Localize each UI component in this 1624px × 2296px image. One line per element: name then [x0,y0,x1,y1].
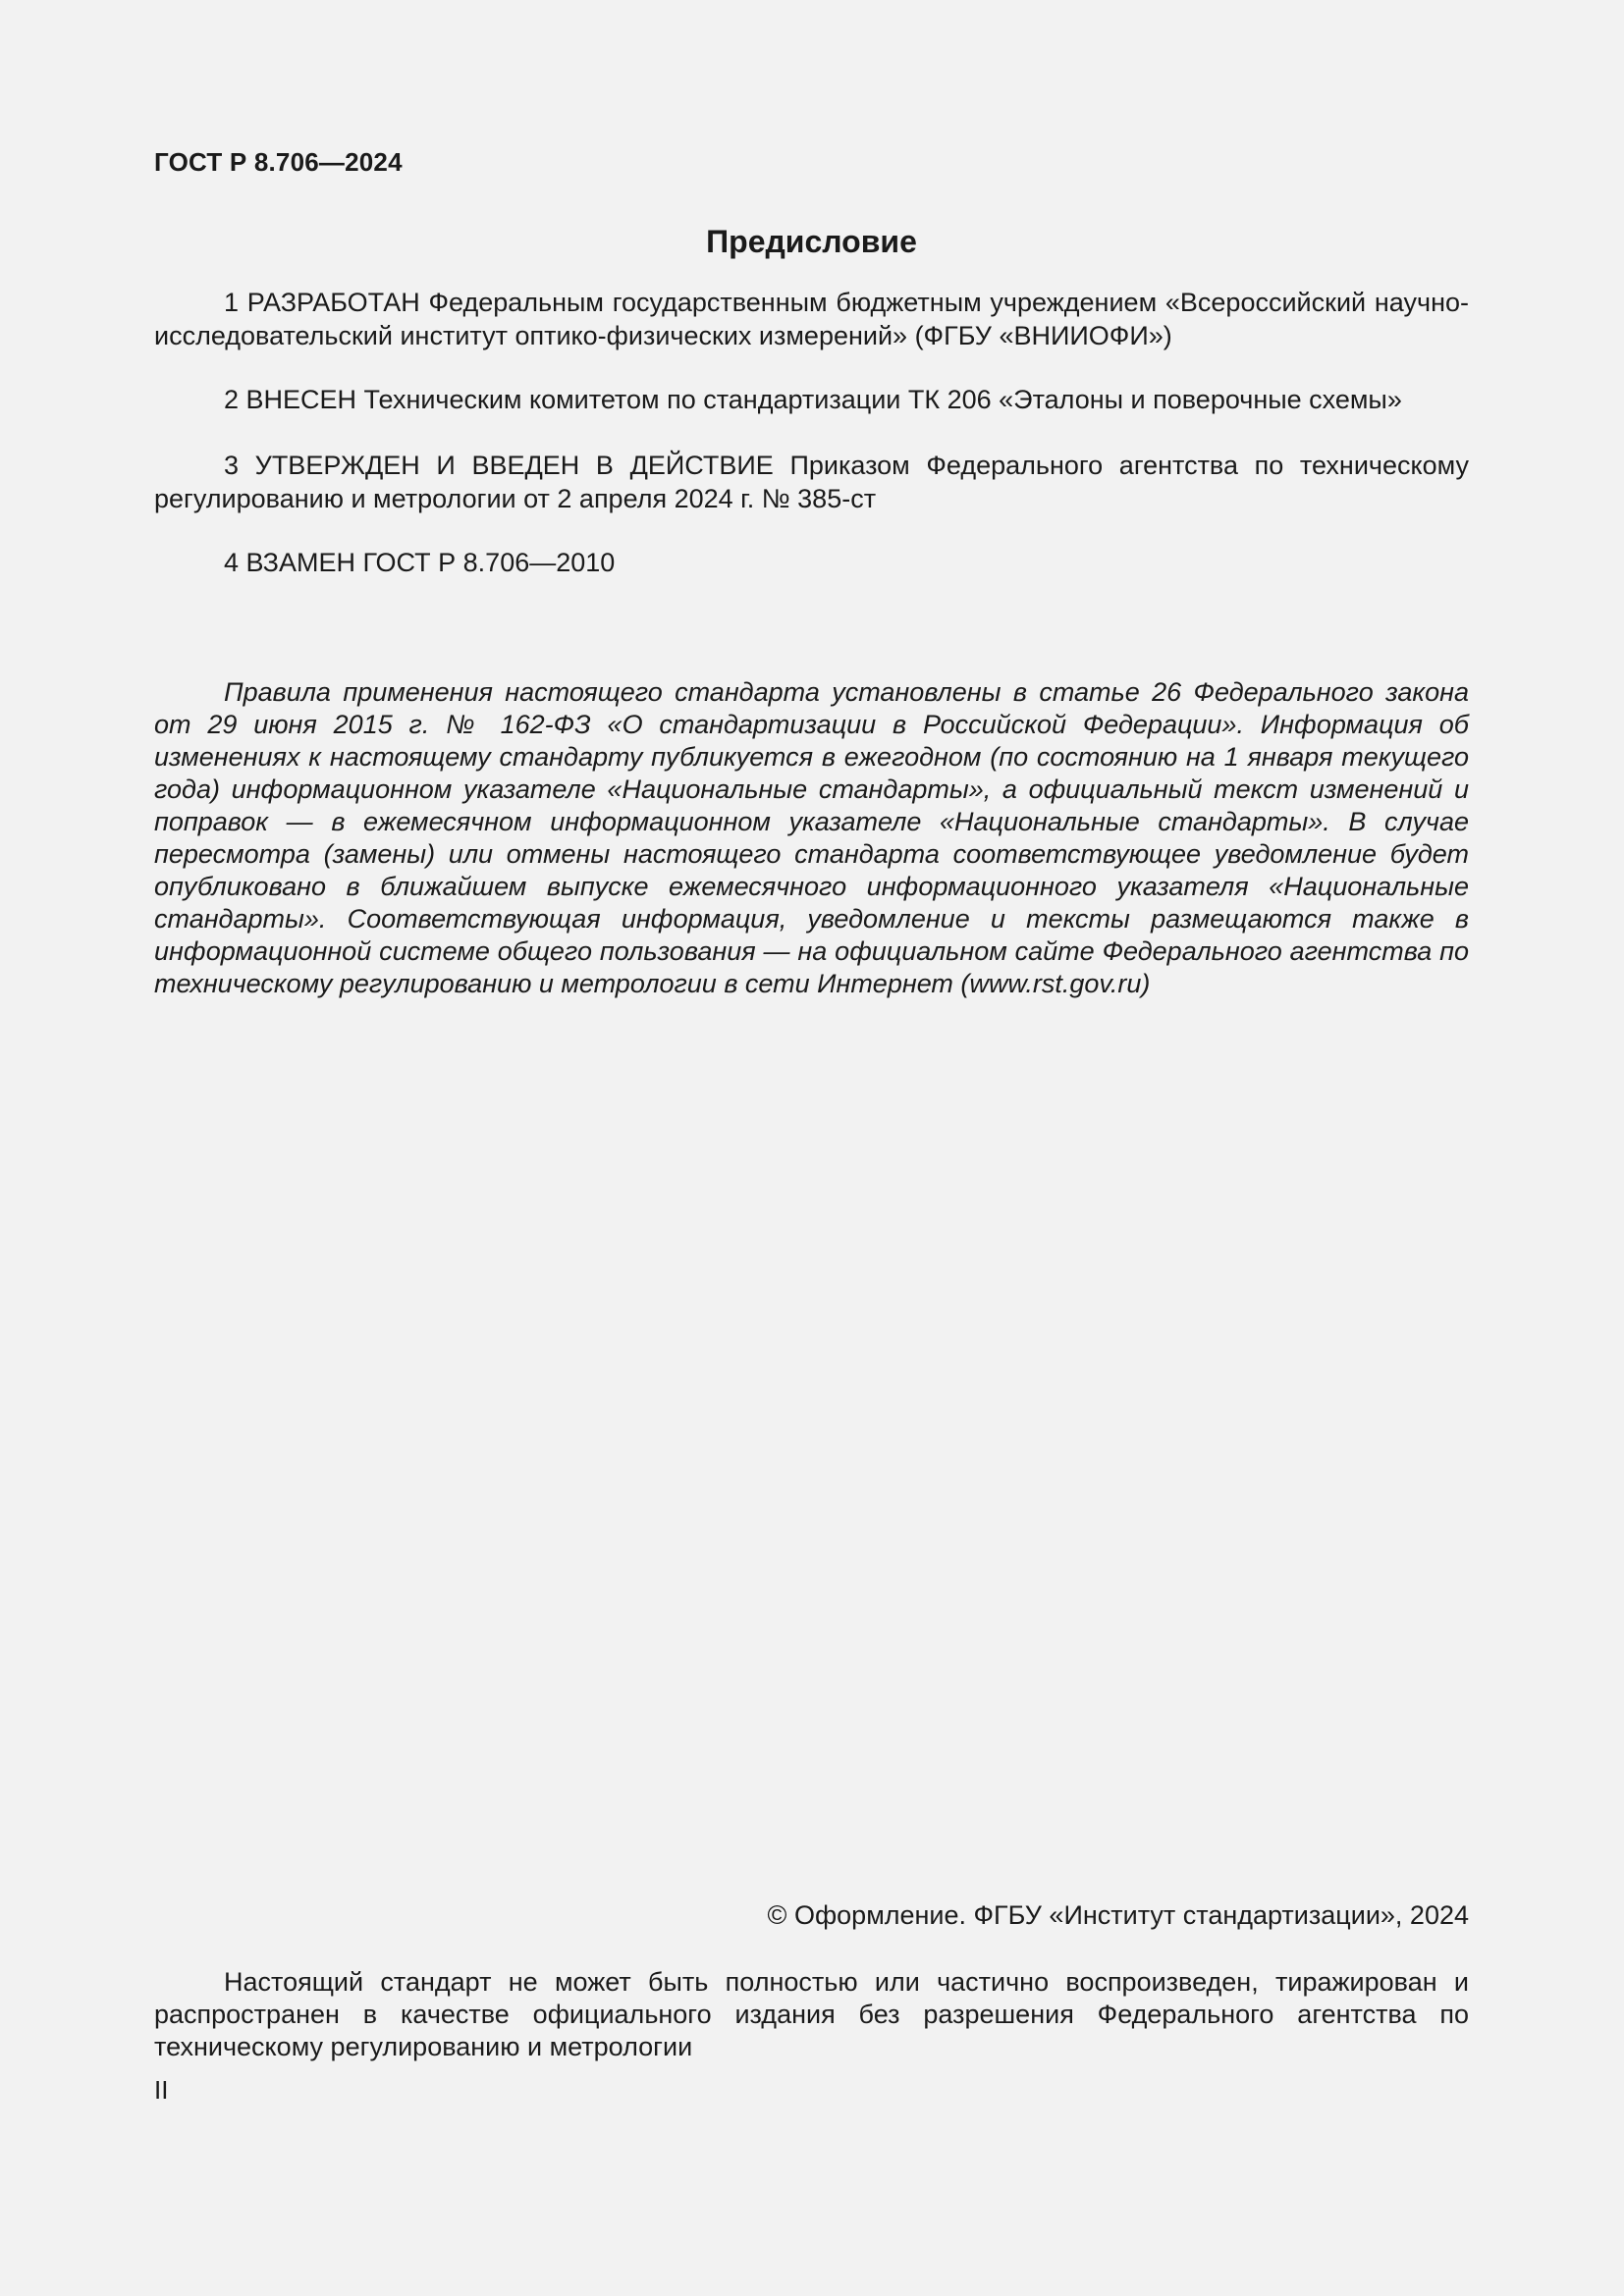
document-id-header: ГОСТ Р 8.706—2024 [154,147,403,177]
document-page [154,0,1469,2296]
foreword-item-2: 2 ВНЕСЕН Техническим комитетом по стандартизации ТК 206 «Эталоны и поверочные схемы» [224,385,1402,414]
foreword-item-3: 3 УТВЕРЖДЕН И ВВЕДЕН В ДЕЙСТВИЕ Приказом Федерального агентства по техническому регулированию и метрологии от 2 апреля 2024 г. № 385-ст [154,451,1469,513]
foreword-item-1: 1 РАЗРАБОТАН Федеральным государственным бюджетным учреждением «Всероссийский научно-исследовательский институт оптико-физических измерений» (ФГБУ «ВНИИОФИ») [154,288,1469,350]
copyright-line: © Оформление. ФГБУ «Институт стандартизации», 2024 [767,1900,1469,1930]
foreword-title: Предисловие [706,224,917,259]
page-number: II [154,2075,169,2105]
application-rules-notice: Правила применения настоящего стандарта установлены в статье 26 Федерального закона от 29 июня 2015 г. № 162-ФЗ «О стандартизации в Российской Федерации». Информация об изменениях к настоящему стандарту публикуется в ежегодном (по состоянию на 1 января текущего года) информационном указателе «Национальные стандарты», а официальный текст изменений и поправок — в ежемесячном информационном указателе «Национальные стандарты». В случае пересмотра (замены) или отмены настоящего стандарта соответствующее уведомление будет опубликовано в ближайшем выпуске ежемесячного информационного указателя «Национальные стандарты». Соответствующая информация, уведомление и тексты размещаются также в информационной системе общего пользования — на официальном сайте Федерального агентства по техническому регулированию и метрологии в сети Интернет (www.rst.gov.ru) [154,677,1469,998]
reproduction-notice: Настоящий стандарт не может быть полностью или частично воспроизведен, тиражирован и распространен в качестве официального издания без разрешения Федерального агентства по техническому регулированию и метрологии [154,1967,1469,2061]
foreword-item-4: 4 ВЗАМЕН ГОСТ Р 8.706—2010 [224,548,616,577]
